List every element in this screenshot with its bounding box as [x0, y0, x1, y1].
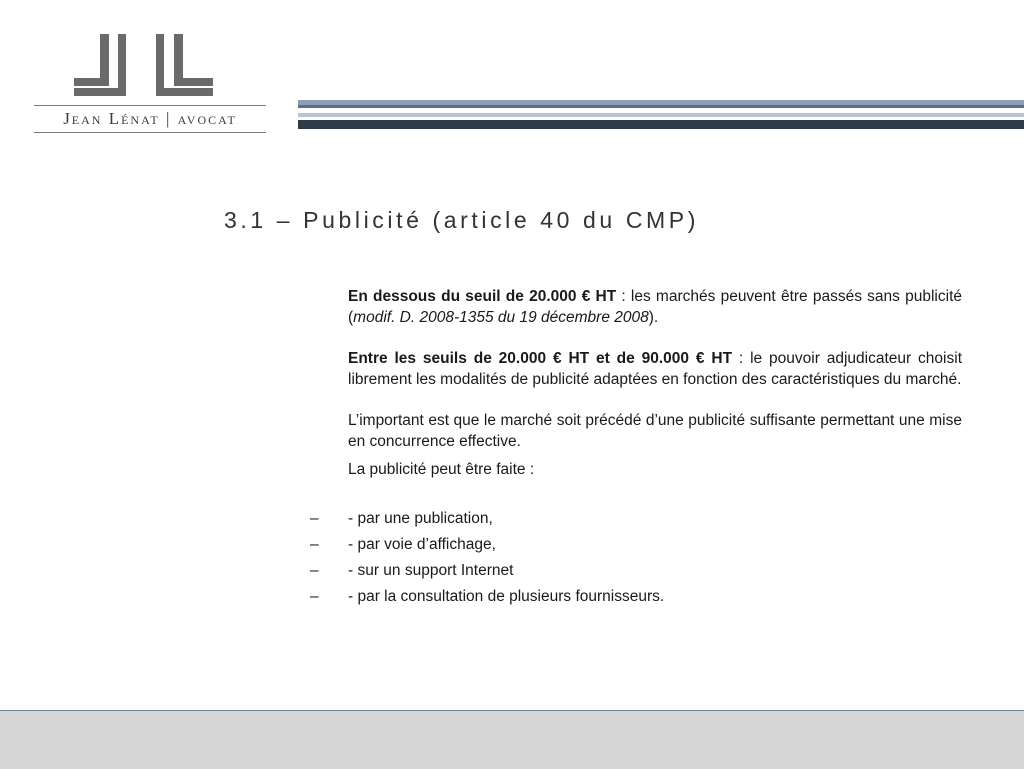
list-item-text: - sur un support Internet — [348, 562, 514, 579]
publicity-methods-list — [310, 506, 962, 610]
logo-name — [34, 105, 266, 133]
paragraph-below-threshold-bold: En dessous du seuil de 20.000 € HT — [348, 288, 617, 305]
footer-band — [0, 710, 1024, 769]
paragraph-below-threshold — [348, 286, 962, 328]
header-bars — [298, 100, 1024, 132]
list-item-text: - par voie d’affichage, — [348, 536, 496, 553]
header-bar-middle-light — [298, 113, 1024, 117]
paragraph-between-thresholds — [348, 348, 962, 390]
list-item — [310, 584, 962, 610]
list-item — [310, 558, 962, 584]
list-item-text: - par la consultation de plusieurs fournisseurs. — [348, 588, 665, 605]
paragraph-publicity-intro: La publicité peut être faite : — [348, 461, 535, 478]
logo — [34, 34, 266, 134]
logo-mark-icon — [74, 34, 254, 96]
list-bullet: – — [310, 588, 319, 605]
paragraph-important: L’important est que le marché soit précédé d’une publicité suffisante permettant une mise en concurrence effective. — [348, 412, 962, 450]
slide-content — [310, 286, 962, 610]
list-bullet: – — [310, 562, 319, 579]
slide-title: 3.1 – Publicité (article 40 du CMP) — [224, 207, 699, 233]
paragraph-between-thresholds-bold: Entre les seuils de 20.000 € HT et de 90.000 € HT — [348, 350, 733, 367]
list-item-text: - par une publication, — [348, 510, 493, 527]
logo-name-part2: avocat — [177, 109, 237, 128]
paragraph-below-threshold-text: : les marchés peuvent être passés sans publicité ( — [348, 288, 962, 326]
paragraph-below-threshold-end: ). — [648, 309, 659, 326]
header-bar-top-dark — [298, 105, 1024, 108]
logo-separator: | — [166, 109, 172, 128]
list-item — [310, 532, 962, 558]
logo-name-part1: Jean Lénat — [63, 109, 160, 128]
list-bullet: – — [310, 536, 319, 553]
list-bullet: – — [310, 510, 319, 527]
paragraph-below-threshold-italic: modif. D. 2008-1355 du 19 décembre 2008 — [353, 309, 649, 326]
header-bar-bottom-dark — [298, 120, 1024, 129]
list-item — [310, 506, 962, 532]
paragraph-between-thresholds-text: : le pouvoir adjudicateur choisit librement les modalités de publicité adaptées en fonction des caractéristiques du marché. — [348, 350, 962, 388]
